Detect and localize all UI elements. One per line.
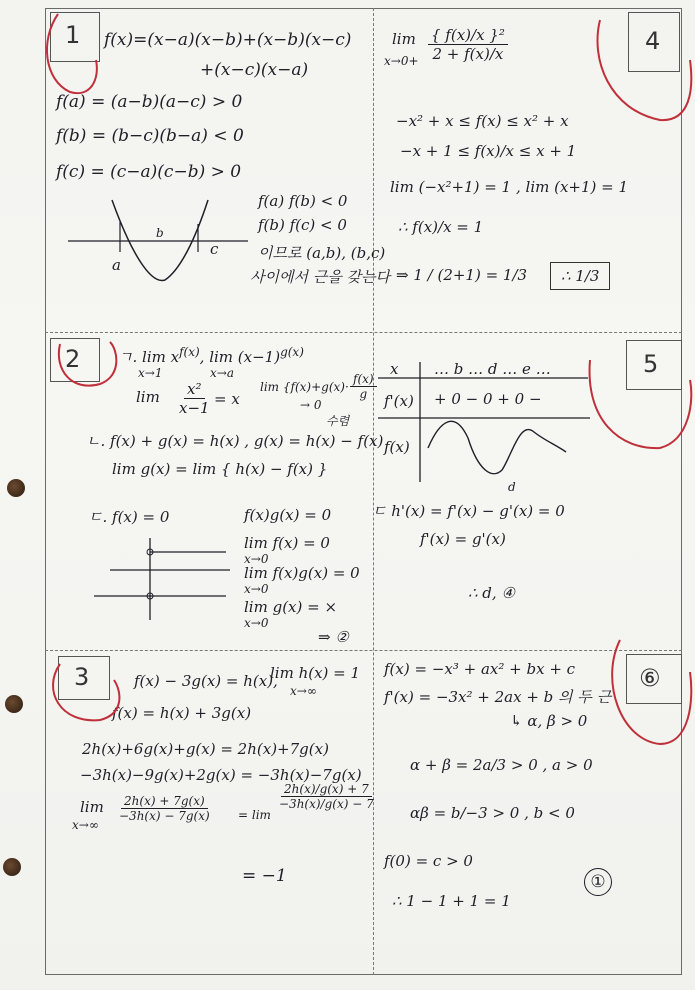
p1-note-3: 이므로 (a,b), (b,c) — [258, 244, 386, 262]
p1-line-2: +(x−c)(x−a) — [200, 60, 309, 80]
red-circle-2 — [59, 342, 117, 386]
p3-lim-sub: x→∞ — [72, 818, 99, 832]
p2-exp-2: g(x) — [280, 345, 304, 359]
p1-line-4: f(b) = (b−c)(b−a) < 0 — [56, 126, 244, 146]
p1-note-4: 사이에서 근을 갖는다 — [250, 268, 390, 286]
p1-graph-label-b: b — [156, 226, 164, 240]
p2-exp-1: f(x) — [179, 345, 200, 359]
p5-row2-label: f(x) — [384, 438, 410, 456]
p2-lim-right: lim {f(x)+g(x)· — [260, 380, 349, 394]
p1-line-5: f(c) = (c−a)(c−b) > 0 — [56, 162, 242, 182]
p3-frac2-den: −3h(x)/g(x) − 7 — [279, 797, 374, 811]
p3-frac2-num: 2h(x)/g(x) + 7 — [281, 782, 372, 797]
p3-equals-lim: = lim — [238, 808, 271, 822]
red-circle-5 — [590, 360, 692, 448]
p5-line-2: f'(x) = g'(x) — [420, 530, 506, 548]
red-circle-1 — [47, 14, 97, 93]
problem-4-number: 4 — [645, 27, 661, 55]
p2-frac-den: x−1 — [179, 399, 210, 417]
p3-line-1: f(x) − 3g(x) = h(x), — [134, 672, 278, 690]
p2-right-2: lim f(x) = 0 — [244, 534, 330, 552]
p4-ineq-1: −x² + x ≤ f(x) ≤ x² + x — [396, 112, 569, 130]
p2-right-frac-num: f(x) — [350, 372, 377, 387]
p4-lim-a: lim (−x²+1) = 1 — [390, 178, 512, 196]
p2-line-l: ㄴ. f(x) + g(x) = h(x) , g(x) = h(x) − f(x) — [86, 432, 384, 450]
p2-answer: ⇒ ② — [318, 628, 349, 646]
p1-graph-label-a: a — [112, 256, 121, 274]
p4-lim: lim — [392, 30, 416, 48]
p1-note-1: f(a) f(b) < 0 — [258, 192, 348, 210]
p6-line-6: f(0) = c > 0 — [384, 852, 473, 870]
p3-line-2: lim h(x) = 1 — [270, 664, 361, 682]
p2-line-1b: , lim (x−1) — [199, 348, 281, 366]
p4-therefore: ∴ f(x)/x = 1 — [398, 218, 484, 236]
p3-lim: lim — [80, 798, 104, 816]
p3-result: = −1 — [242, 866, 287, 886]
p2-arrow-result: = x — [214, 390, 240, 408]
p4-result: ⇒ 1 / (2+1) = 1/3 — [396, 266, 528, 284]
p6-line-5: αβ = b/−3 > 0 , b < 0 — [410, 804, 575, 822]
p4-answer-box: ∴ 1/3 — [550, 262, 610, 290]
p3-frac1-den: −3h(x) − 7g(x) — [119, 809, 210, 823]
problem-5-number: 5 — [643, 350, 659, 378]
red-circle-6 — [612, 640, 691, 744]
p4-top-den: 2 + f(x)/x — [432, 45, 504, 63]
p2-line-c: ㄷ. f(x) = 0 — [88, 508, 170, 526]
p6-line-1: f(x) = −x³ + ax² + bx + c — [384, 660, 576, 678]
p6-line-4: α + β = 2a/3 > 0 , a > 0 — [410, 756, 593, 774]
p2-right-3: lim f(x)g(x) = 0 — [244, 564, 360, 582]
p5-row1-label: f'(x) — [384, 392, 414, 410]
p2-right-1: f(x)g(x) = 0 — [244, 506, 332, 524]
p2-lim-left: lim — [136, 388, 160, 406]
p2-right-frac-den: g — [359, 387, 368, 401]
problem-1-number: 1 — [65, 21, 81, 49]
p2-line-l2: lim g(x) = lim { h(x) − f(x) } — [112, 460, 328, 478]
p1-line-1: f(x)=(x−a)(x−b)+(x−b)(x−c) — [104, 30, 352, 50]
p6-line-3: ↳ α, β > 0 — [510, 712, 588, 730]
p6-answer-circle: ① — [584, 868, 612, 896]
p2-sub-x0-3: x→0 — [244, 616, 269, 630]
p5-header-values: … b … d … e … — [434, 360, 551, 378]
p4-top-num: { f(x)/x }² — [428, 26, 508, 45]
p5-row1-values: + 0 − 0 + 0 − — [434, 390, 542, 408]
p6-line-7: ∴ 1 − 1 + 1 = 1 — [392, 892, 511, 910]
problem-2-number: 2 — [65, 345, 81, 373]
p2-sub-xa: x→a — [210, 366, 234, 380]
p2-tail: → 0 — [300, 398, 322, 412]
p5-curve-label: d — [508, 480, 516, 494]
p5-answer: ∴ d, ④ — [468, 584, 515, 602]
p2-sub-x0-2: x→0 — [244, 582, 269, 596]
p1-line-3: f(a) = (a−b)(a−c) > 0 — [56, 92, 243, 112]
problem-3-number: 3 — [74, 663, 90, 691]
p3-line-2-sub: x→∞ — [290, 684, 317, 698]
problem-6-number: ⑥ — [639, 664, 661, 692]
p2-right-4: lim g(x) = × — [244, 598, 338, 616]
p2-frac-num: x² — [184, 380, 204, 399]
red-circle-4 — [598, 20, 692, 120]
p5-line-1: ㄷ h'(x) = f'(x) − g'(x) = 0 — [372, 502, 565, 520]
p2-note-small: 수렴 — [326, 414, 350, 428]
p4-ineq-2: −x + 1 ≤ f(x)/x ≤ x + 1 — [400, 142, 577, 160]
p2-sub-x0-1: x→0 — [244, 552, 269, 566]
p2-line-1a: ㄱ. lim x — [118, 348, 180, 366]
p3-line-3: f(x) = h(x) + 3g(x) — [112, 704, 252, 722]
p3-frac1-num: 2h(x) + 7g(x) — [121, 794, 208, 809]
p1-graph-label-c: c — [210, 240, 219, 258]
p6-line-2: f'(x) = −3x² + 2ax + b 의 두 근 — [384, 688, 612, 706]
p2-sub-x1: x→1 — [138, 366, 163, 380]
p3-line-5: −3h(x)−9g(x)+2g(x) = −3h(x)−7g(x) — [80, 766, 362, 784]
red-circle-3 — [53, 664, 119, 720]
p4-lim-sub: x→0+ — [384, 54, 419, 68]
p3-line-4: 2h(x)+6g(x)+g(x) = 2h(x)+7g(x) — [82, 740, 329, 758]
p4-lim-b: , lim (x+1) = 1 — [516, 178, 629, 196]
p1-note-2: f(b) f(c) < 0 — [258, 216, 347, 234]
p5-header-x: x — [390, 360, 399, 378]
